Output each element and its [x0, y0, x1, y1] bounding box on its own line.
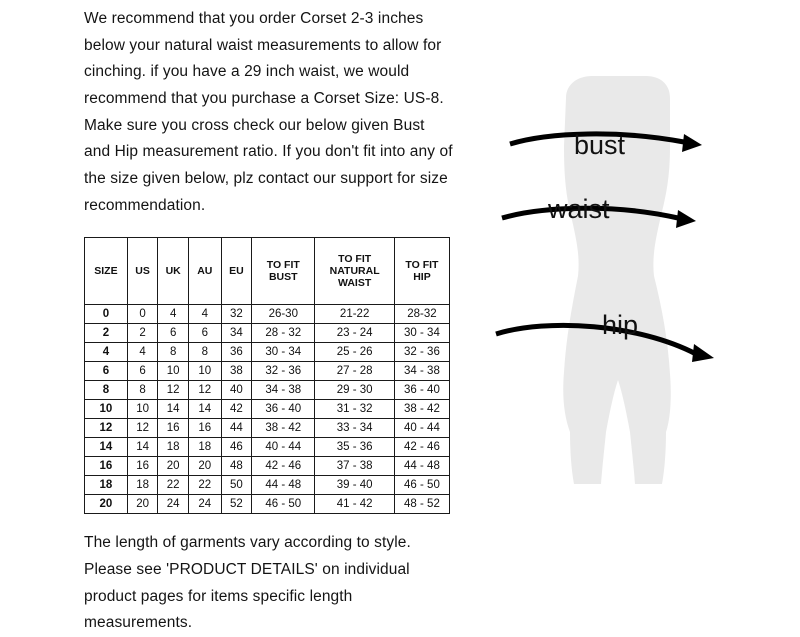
- cell-au: 24: [188, 495, 221, 514]
- cell-us: 10: [127, 400, 158, 419]
- intro-paragraph: We recommend that you order Corset 2-3 inches below your natural waist measurements to allow for cinching. if you have a 29 inch waist, we would recommend that you purchase a Corset Size: US-8. Make sure you cross check our below given Bust and Hip measurement ratio. If you don't fit into any of the size given below, plz contact our support for size recommendation.: [84, 10, 453, 214]
- cell-uk: 24: [158, 495, 189, 514]
- cell-size: 2: [85, 324, 128, 343]
- size-chart-table: [84, 237, 450, 514]
- cell-au: 6: [188, 324, 221, 343]
- cell-waist: 27 - 28: [315, 362, 395, 381]
- cell-eu: 52: [221, 495, 252, 514]
- cell-us: 12: [127, 419, 158, 438]
- cell-bust: 44 - 48: [252, 476, 315, 495]
- cell-size: 14: [85, 438, 128, 457]
- table-row: [85, 305, 450, 324]
- column-header-eu: EU: [221, 238, 252, 305]
- cell-hip: 30 - 34: [394, 324, 449, 343]
- cell-us: 0: [127, 305, 158, 324]
- cell-bust: 38 - 42: [252, 419, 315, 438]
- cell-au: 20: [188, 457, 221, 476]
- outro-paragraph: The length of garments vary according to style. Please see 'PRODUCT DETAILS' on individual product pages for items specific length measurements.: [84, 534, 411, 632]
- cell-us: 4: [127, 343, 158, 362]
- column-header-hip: TO FIT HIP: [394, 238, 449, 305]
- cell-eu: 38: [221, 362, 252, 381]
- cell-us: 14: [127, 438, 158, 457]
- cell-au: 10: [188, 362, 221, 381]
- cell-size: 0: [85, 305, 128, 324]
- cell-bust: 36 - 40: [252, 400, 315, 419]
- column-header-us: US: [127, 238, 158, 305]
- cell-size: 6: [85, 362, 128, 381]
- cell-au: 22: [188, 476, 221, 495]
- table-row: [85, 457, 450, 476]
- cell-us: 2: [127, 324, 158, 343]
- cell-size: 16: [85, 457, 128, 476]
- cell-uk: 8: [158, 343, 189, 362]
- table-row: [85, 343, 450, 362]
- table-row: [85, 362, 450, 381]
- dress-measurement-figure: [470, 28, 770, 528]
- cell-au: 8: [188, 343, 221, 362]
- cell-hip: 28-32: [394, 305, 449, 324]
- cell-us: 16: [127, 457, 158, 476]
- hip-label: hip: [602, 310, 639, 340]
- table-row: [85, 419, 450, 438]
- cell-waist: 25 - 26: [315, 343, 395, 362]
- cell-size: 8: [85, 381, 128, 400]
- text-and-table-column: [84, 6, 459, 637]
- cell-bust: 40 - 44: [252, 438, 315, 457]
- waist-label: waist: [548, 194, 610, 224]
- cell-eu: 48: [221, 457, 252, 476]
- table-body: [85, 305, 450, 514]
- cell-eu: 36: [221, 343, 252, 362]
- cell-hip: 46 - 50: [394, 476, 449, 495]
- cell-waist: 21-22: [315, 305, 395, 324]
- cell-size: 4: [85, 343, 128, 362]
- column-header-size: SIZE: [85, 238, 128, 305]
- cell-au: 4: [188, 305, 221, 324]
- bust-label: bust: [574, 130, 626, 160]
- cell-eu: 42: [221, 400, 252, 419]
- cell-bust: 46 - 50: [252, 495, 315, 514]
- table-row: [85, 324, 450, 343]
- cell-uk: 6: [158, 324, 189, 343]
- column-header-au: AU: [188, 238, 221, 305]
- cell-eu: 50: [221, 476, 252, 495]
- cell-eu: 40: [221, 381, 252, 400]
- cell-uk: 16: [158, 419, 189, 438]
- cell-us: 6: [127, 362, 158, 381]
- cell-eu: 44: [221, 419, 252, 438]
- table-row: [85, 438, 450, 457]
- cell-eu: 32: [221, 305, 252, 324]
- cell-bust: 30 - 34: [252, 343, 315, 362]
- cell-bust: 26-30: [252, 305, 315, 324]
- cell-au: 14: [188, 400, 221, 419]
- cell-uk: 10: [158, 362, 189, 381]
- cell-waist: 41 - 42: [315, 495, 395, 514]
- cell-size: 12: [85, 419, 128, 438]
- cell-size: 10: [85, 400, 128, 419]
- cell-uk: 22: [158, 476, 189, 495]
- table-row: [85, 495, 450, 514]
- cell-hip: 34 - 38: [394, 362, 449, 381]
- table-row: [85, 381, 450, 400]
- cell-waist: 33 - 34: [315, 419, 395, 438]
- cell-waist: 31 - 32: [315, 400, 395, 419]
- cell-hip: 48 - 52: [394, 495, 449, 514]
- cell-waist: 35 - 36: [315, 438, 395, 457]
- cell-au: 12: [188, 381, 221, 400]
- column-header-uk: UK: [158, 238, 189, 305]
- cell-us: 20: [127, 495, 158, 514]
- cell-waist: 23 - 24: [315, 324, 395, 343]
- cell-waist: 39 - 40: [315, 476, 395, 495]
- cell-uk: 20: [158, 457, 189, 476]
- cell-waist: 37 - 38: [315, 457, 395, 476]
- cell-hip: 32 - 36: [394, 343, 449, 362]
- cell-hip: 44 - 48: [394, 457, 449, 476]
- table-row: [85, 476, 450, 495]
- cell-us: 8: [127, 381, 158, 400]
- cell-size: 20: [85, 495, 128, 514]
- cell-eu: 34: [221, 324, 252, 343]
- column-header-waist: TO FIT NATURAL WAIST: [315, 238, 395, 305]
- cell-uk: 4: [158, 305, 189, 324]
- cell-hip: 40 - 44: [394, 419, 449, 438]
- cell-uk: 14: [158, 400, 189, 419]
- table-header-row: [85, 238, 450, 305]
- cell-size: 18: [85, 476, 128, 495]
- cell-uk: 12: [158, 381, 189, 400]
- cell-bust: 34 - 38: [252, 381, 315, 400]
- cell-au: 16: [188, 419, 221, 438]
- cell-hip: 38 - 42: [394, 400, 449, 419]
- table-row: [85, 400, 450, 419]
- cell-hip: 42 - 46: [394, 438, 449, 457]
- column-header-bust: TO FIT BUST: [252, 238, 315, 305]
- cell-uk: 18: [158, 438, 189, 457]
- cell-hip: 36 - 40: [394, 381, 449, 400]
- cell-bust: 42 - 46: [252, 457, 315, 476]
- cell-waist: 29 - 30: [315, 381, 395, 400]
- table-header: [85, 238, 450, 305]
- cell-eu: 46: [221, 438, 252, 457]
- cell-us: 18: [127, 476, 158, 495]
- cell-au: 18: [188, 438, 221, 457]
- dress-illustration: [470, 28, 770, 528]
- cell-bust: 32 - 36: [252, 362, 315, 381]
- cell-bust: 28 - 32: [252, 324, 315, 343]
